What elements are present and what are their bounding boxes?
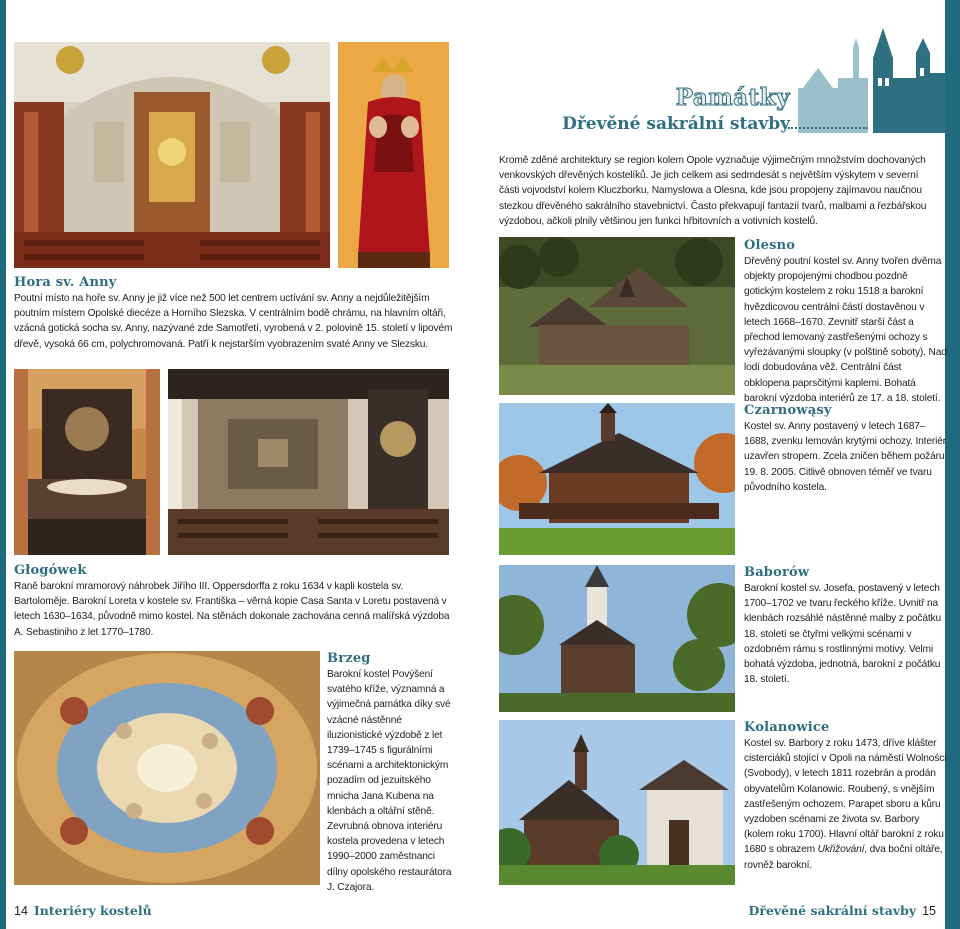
photo-tomb-monument <box>14 369 160 555</box>
footer-left-title: Interiéry kostelů <box>33 903 152 918</box>
glogowek-heading: Głogówek <box>14 563 87 578</box>
czarnowasy-text: Kostel sv. Anny postavený v letech 1687–1688, zvenku lemován krytými ochozy. Interiér uzavřen stropem. Zcela zničen během požáru 19. 8. 2005. Citlivě obnoven téměř ve tvaru původního kostela. <box>744 421 946 493</box>
left-page-edge <box>0 0 6 929</box>
photo-kolanowice-church <box>499 720 735 885</box>
kolanowice-text-b: , dva boční oltáře, rovněž barokní. <box>744 844 943 871</box>
footer-right-title: Dřevěné sakrální stavby <box>748 903 917 918</box>
intro-text: Kromě zděné architektury se region kolem Opole vyznačuje výjimečným množstvím dochovaných venkovských dřevěných kostelíků. Je jich celkem asi sedmdesát s největším výskytem v severní části vojvodství kolem Kluczborku, Namyslowa a Olesna, kde jsou propojeny zajímavou naučnou stezkou dřevěného sakrálního stavebnictví. Často překvapují fantazií tvarů, malbami a řezbářskou výzdobou, ačkoli plnily většinou jen funkci hřbitovních a votivních kostelů. <box>499 155 927 227</box>
photo-olesno-church <box>499 237 735 395</box>
dotted-rule <box>788 127 868 129</box>
hora-text: Poutní místo na hoře sv. Anny je již více než 500 let centrem uctívání sv. Anny a nejdůležitějším poutním místem Opolské diecéze a Horního Slezska. V centrálním bodě chrámu, na hlavním oltáři, vzácná gotická socha sv. Anny, nazývané zde Samotřetí, vyrobená v 2. polovině 15. století v lipovém dřevě, vysoká 66 cm, polychromovaná. Patří k nejstarším vyobrazením svaté Anny ve Slezsku. <box>14 293 453 350</box>
photo-loreta-interior <box>168 369 449 555</box>
page-number-left: 14 <box>14 904 28 918</box>
footer-left <box>14 903 152 918</box>
photo-statue-saint-anne <box>338 42 449 268</box>
kolanowice-text-a: Kostel sv. Barbory z roku 1473, dříve klášter cisterciáků stojící v Opoli na náměstí Wolności (Svobody), v letech 1811 rozebrán a prodán obyvatelům Kolanowic. Roubený, s vnějším zastřešeným ochozem. Parapet sboru a kůru vyzdoben scénami ze života sv. Barbory (kolem roku 1700). Hlavní oltář barokní z roku 1680 s obrazem <box>744 738 947 856</box>
hora-heading: Hora sv. Anny <box>14 275 117 290</box>
right-page-edge <box>945 0 960 929</box>
czarnowasy-heading: Czarnowąsy <box>744 403 832 418</box>
photo-baborow-church <box>499 565 735 712</box>
section-subtitle: Dřevěné sakrální stavby <box>562 114 790 134</box>
baborow-heading: Baborów <box>744 565 810 580</box>
photo-church-interior-altar <box>14 42 330 268</box>
kolanowice-heading: Kolanowice <box>744 720 830 735</box>
page-number-right: 15 <box>922 904 936 918</box>
city-skyline-illustration <box>798 18 945 133</box>
kolanowice-text <box>744 736 947 873</box>
section-title: Památky <box>675 84 790 111</box>
footer-right <box>749 903 937 918</box>
photo-czarnowasy-church <box>499 403 735 555</box>
olesno-text: Dřevěný poutní kostel sv. Anny tvořen dvěma objekty propojenými chodbou pozdně gotickým kostelem z roku 1518 a barokní hvězdicovou centrální částí dostavěnou v letech 1668–1670. Zevnitř starší část a přechod lemovaný zastřešenými ochozy s vyřezávanými sloupky (v polštině soboty). Nad lodí dobudována věž. Centrální část obklopena paprsčitými kaplemi. Bohatá barokní výzdoba interiérů ze 17. a 18. století. <box>744 256 947 404</box>
baborow-text: Barokní kostel sv. Josefa, postavený v letech 1700–1702 ve tvaru řeckého kříže. Uvnitř na klenbách rozsáhlé nástěnné malby z počátku 18. století se čtyřmi velkými scénami v ozdobném rámu s rostlinnými motivy. Velmi bohatá výzdoba, jednotná, barokní z počátku 18. století. <box>744 583 942 686</box>
brzeg-text: Barokní kostel Povýšení svatého kříže, významná a výjimečná památka díky své vzácné nástěnné iluzionistické výzdobě z let 1739–1745 s figurálními scénami a architektonickým pozadím od jezuitského mnicha Jana Kubena na klenbách a oltářní stěně. Zevrubná obnova interiéru kostela provedena v letech 1990–2000 zaměstnanci dílny opolského restaurátora J. Czajora. <box>327 669 452 893</box>
kolanowice-text-italic: Ukřižování <box>817 844 865 856</box>
photo-ceiling-fresco <box>14 651 320 885</box>
glogowek-text: Raně barokní mramorový náhrobek Jiřího III. Oppersdorffa z roku 1634 v kapli kostela sv. Bartoloměje. Barokní Loreta v kostele sv. Františka – věrná kopie Casa Santa v Loretu postavená v letech 1630–1634, původně mimo kostel. Na stěnách dokonale zachována cenná malířská výzdoba A. Sebastiniho z let 1770–1780. <box>14 581 450 638</box>
brzeg-heading: Brzeg <box>327 651 371 666</box>
olesno-heading: Olesno <box>744 238 796 253</box>
